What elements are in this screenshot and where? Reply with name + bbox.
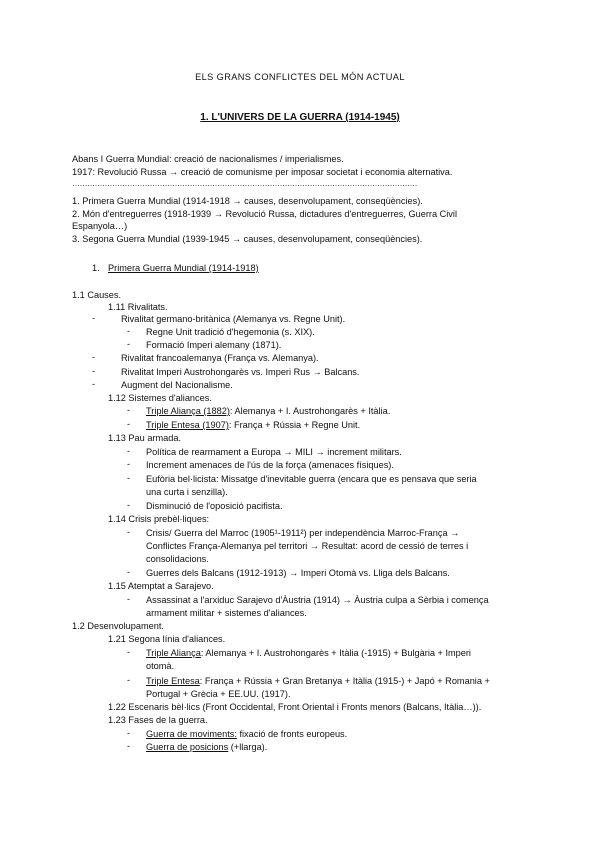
- bullet-dash: -: [127, 500, 131, 510]
- bullet-dash: -: [127, 675, 131, 685]
- list-item-continuation: otomà.: [146, 661, 175, 671]
- subsection-heading: 1.15 Atemptat a Sarajevo.: [108, 581, 214, 591]
- phase-name: Guerra de posicions: [146, 742, 229, 752]
- list-item: Triple Entesa: França + Rússia + Gran Bretanya + Itàlia (1915-) + Japó + Romania +: [146, 676, 490, 686]
- section-number: 1.: [92, 263, 100, 273]
- subsection-heading: 1.23 Fases de la guerra.: [108, 715, 208, 725]
- bullet-dash: -: [92, 379, 96, 389]
- bullet-dash: -: [92, 313, 96, 323]
- list-item: Increment amenaces de l'ús de la força (amenaces físiques).: [146, 460, 394, 470]
- list-item: Regne Unit tradició d'hegemonia (s. XIX).: [146, 327, 315, 337]
- section-heading: Primera Guerra Mundial (1914-1918): [108, 263, 259, 273]
- bullet-dash: -: [127, 594, 131, 604]
- list-item-continuation: Conflictes França-Alemanya pel territori → Resultat: acord de cessió de terres i: [146, 541, 469, 551]
- list-item-continuation: una curta i senzilla).: [146, 487, 228, 497]
- list-item: Eufòria bel·licista: Missatge d'inevitable guerra (encara que es pensava que seria: [146, 474, 477, 484]
- list-item: Formació Imperi alemany (1871).: [146, 340, 282, 350]
- list-item: Augment del Nacionalisme.: [121, 380, 233, 390]
- document-title: 1. L'UNIVERS DE LA GUERRA (1914-1945): [200, 112, 400, 123]
- list-item: Guerra de posicions (+llarga).: [146, 742, 268, 752]
- alliance-name: Triple Aliança: [146, 648, 201, 658]
- bullet-dash: -: [127, 459, 131, 469]
- subsection-heading: 1.12 Sistemes d'aliances.: [108, 393, 212, 403]
- list-item-continuation: consolidacions.: [146, 554, 209, 564]
- alliance-name: Triple Aliança (1882): [146, 406, 230, 416]
- list-item: Triple Aliança (1882): Alemanya + I. Austrohongarès + Itàlia.: [146, 406, 391, 416]
- list-item-continuation: Portugal + Grècia + EE.UU. (1917).: [146, 689, 291, 699]
- list-item: Triple Entesa (1907): França + Rússia + Regne Unit.: [146, 420, 361, 430]
- bullet-dash: -: [92, 366, 96, 376]
- intro-line: 1917: Revolució Russa → creació de comunisme per imposar societat i economia alternativa.: [72, 167, 453, 177]
- bullet-dash: -: [127, 339, 131, 349]
- bullet-dash: -: [127, 527, 131, 537]
- list-item: Crisis/ Guerra del Marroc (1905¹-1911²) per independència Marroc-França →: [146, 528, 460, 538]
- bullet-dash: -: [127, 473, 131, 483]
- subsection-heading: 1.2 Desenvolupament.: [72, 621, 164, 631]
- list-item: Triple Aliança: Alemanya + I. Austrohongarès + Itàlia (-1915) + Bulgària + Imperi: [146, 648, 471, 658]
- document-header: ELS GRANS CONFLICTES DEL MÓN ACTUAL: [195, 72, 405, 82]
- alliance-name: Triple Entesa: [146, 676, 200, 686]
- list-item: Rivalitat germano-britànica (Alemanya vs. Regne Unit).: [121, 314, 346, 324]
- list-item: Rivalitat francoalemanya (França vs. Alemanya).: [121, 353, 319, 363]
- list-item: Política de rearmament a Europa → MILI → increment militars.: [146, 447, 402, 457]
- subsection-heading: 1.1 Causes.: [72, 290, 122, 300]
- list-item: Assassinat a l'arxiduc Sarajevo d'Àustria (1914) → Àustria culpa a Sèrbia i comença: [146, 595, 489, 605]
- bullet-dash: -: [127, 741, 131, 751]
- bullet-dash: -: [127, 647, 131, 657]
- subsection-heading: 1.11 Rivalitats.: [108, 302, 168, 312]
- bullet-dash: -: [127, 446, 131, 456]
- bullet-dash: -: [127, 405, 131, 415]
- phase-name: Guerra de moviments:: [146, 729, 237, 739]
- list-item: Rivalitat Imperi Austrohongarès vs. Imperi Rus → Balcans.: [121, 367, 360, 377]
- intro-line: Abans I Guerra Mundial: creació de nacionalismes / imperialismes.: [72, 154, 344, 164]
- bullet-dash: -: [92, 352, 96, 362]
- subsection-heading: 1.14 Crisis prebèl·liques:: [108, 514, 210, 524]
- list-item: Guerra de moviments: fixació de fronts europeus.: [146, 729, 348, 739]
- list-item: Guerres dels Balcans (1912-1913) → Imperi Otomà vs. Lliga dels Balcans.: [146, 568, 450, 578]
- list-item: Disminució de l'oposició pacifista.: [146, 501, 283, 511]
- alliance-name: Triple Entesa (1907): [146, 420, 229, 430]
- bullet-dash: -: [127, 728, 131, 738]
- dotted-rule: …………………………………………………………………………………………………………………………: [72, 179, 417, 188]
- bullet-dash: -: [127, 419, 131, 429]
- index-item: 2. Món d'entreguerres (1918-1939 → Revolució Russa, dictadures d'entreguerres, Guerra Civil: [72, 209, 457, 219]
- subsection-heading: 1.13 Pau armada.: [108, 433, 182, 443]
- list-item-continuation: armament militar + sistemes d'aliances.: [146, 608, 307, 618]
- bullet-dash: -: [127, 567, 131, 577]
- index-item-continuation: Espanyola…): [72, 221, 128, 231]
- subsection-heading: 1.22 Escenaris bèl·lics (Front Occidental, Front Oriental i Fronts menors (Balcans, Itàlia…)).: [108, 702, 482, 712]
- subsection-heading: 1.21 Segona línia d'aliances.: [108, 634, 226, 644]
- index-item: 3. Segona Guerra Mundial (1939-1945 → causes, desenvolupament, conseqüències).: [72, 234, 423, 244]
- index-item: 1. Primera Guerra Mundial (1914-1918 → causes, desenvolupament, conseqüències).: [72, 196, 423, 206]
- bullet-dash: -: [127, 326, 131, 336]
